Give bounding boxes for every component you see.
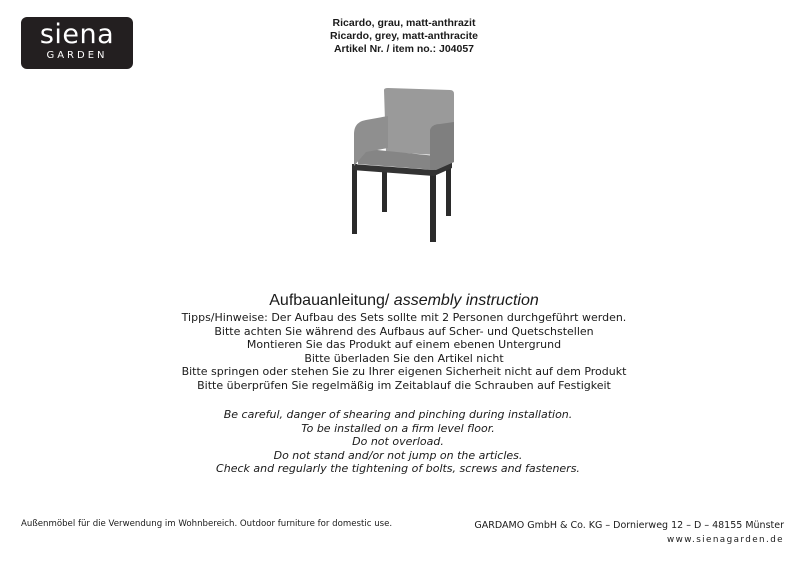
notes-en [0, 408, 796, 476]
chair-leg-front-right [430, 166, 436, 242]
tip-line: Montieren Sie das Produkt auf einem ebenen Untergrund [246, 338, 562, 352]
tip-line: Bitte springen oder stehen Sie zu Ihrer eigenen Sicherheit nicht auf dem Produkt [181, 365, 627, 379]
chair-image [348, 86, 466, 246]
footer-usage-note: Außenmöbel für die Verwendung im Wohnbereich. Outdoor furniture for domestic use. [21, 519, 393, 529]
company-address: GARDAMO GmbH & Co. KG – Dornierweg 12 – D – 48155 Münster [474, 520, 784, 531]
note-line: Do not stand and/or not jump on the articles. [273, 448, 523, 462]
tip-line: Bitte überladen Sie den Artikel nicht [304, 351, 504, 365]
chair-leg-back-right [446, 164, 451, 216]
product-name-en: Ricardo, grey, matt-anthracite [329, 30, 478, 42]
logo-sub: GARDEN [46, 50, 108, 61]
chair-leg-front-left [352, 164, 357, 234]
siena-garden-logo [21, 17, 133, 69]
note-line: Check and regularly the tightening of bolts, screws and fasteners. [216, 462, 580, 476]
chair-leg-back-left [382, 168, 387, 212]
tip-line: Bitte überprüfen Sie regelmäßig im Zeitablauf die Schrauben auf Festigkeit [197, 378, 611, 392]
title-en: assembly instruction [393, 292, 539, 309]
logo-brand: siena [39, 19, 115, 50]
product-header [240, 17, 568, 56]
tip-line: Bitte achten Sie während des Aufbaus auf Scher- und Quetschstellen [214, 324, 594, 338]
footer-company [474, 518, 784, 548]
item-number: Artikel Nr. / item no.: J04057 [333, 43, 475, 55]
tip-line: Tipps/Hinweise: Der Aufbau des Sets sollte mit 2 Personen durchgeführt werden. [181, 311, 627, 324]
title-de: Aufbauanleitung/ [269, 292, 394, 309]
chair-armrest-right [430, 122, 454, 170]
website-link[interactable]: www.sienagarden.de [667, 535, 784, 545]
note-line: Do not overload. [352, 435, 444, 449]
tips-de [0, 311, 808, 393]
page-title [0, 291, 808, 311]
note-line: Be careful, danger of shearing and pinching during installation. [223, 408, 573, 421]
note-line: To be installed on a firm level floor. [301, 421, 495, 435]
product-name-de: Ricardo, grau, matt-anthrazit [332, 17, 476, 29]
